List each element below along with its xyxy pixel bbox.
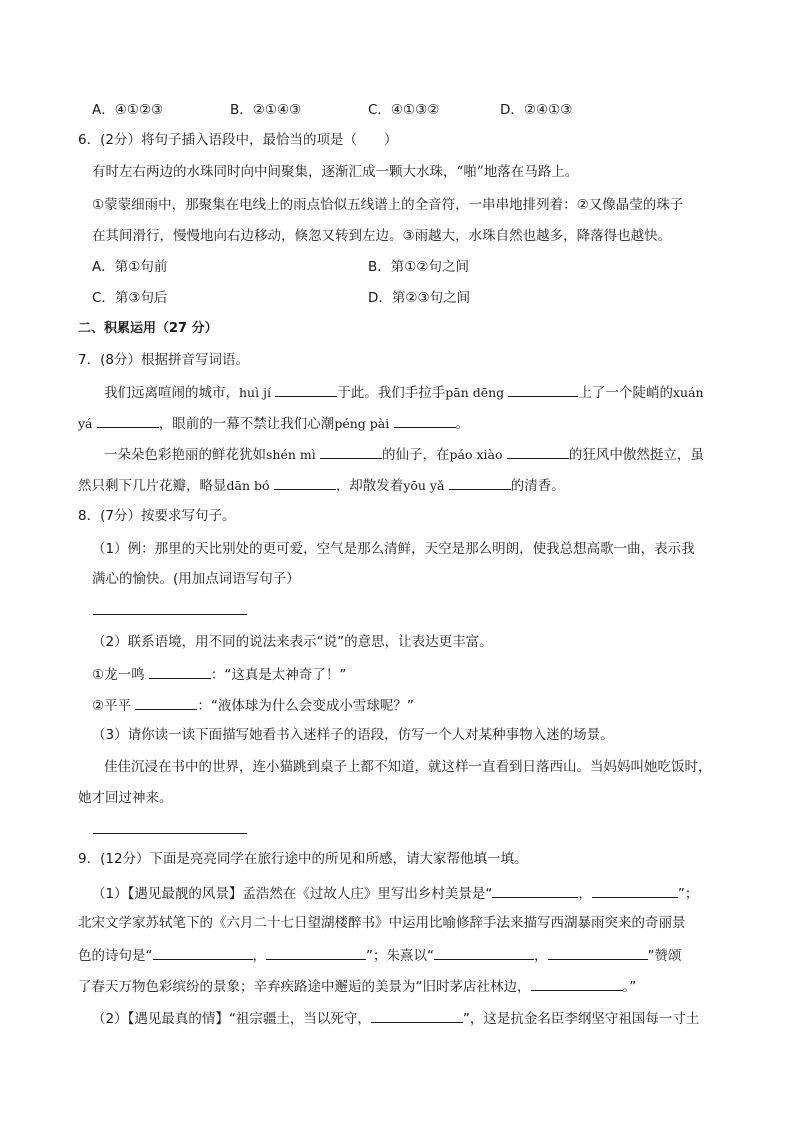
q6-option-c: C．第③句后: [92, 290, 168, 306]
q6-option-d: D．第②③句之间: [368, 290, 471, 306]
q7-line1: 我们远离喧闹的城市，huì jí 于此。我们手拉手pān dēng 上了一个陡峭的xuán: [104, 382, 704, 402]
section-title: 二、积累运用（27 分）: [78, 321, 218, 336]
q7-line2: yá ，眼前的一幕不禁让我们心潮péng pài 。: [78, 413, 469, 433]
q8-part1-line2: 满心的愉快。(用加点词语写句子）: [92, 571, 300, 587]
q7-stem: 7．(8分）根据拼音写词语。: [78, 352, 249, 368]
q5-option-b: B．②①④③: [230, 102, 302, 118]
q8-part3-line2: 她才回过神来。: [78, 790, 173, 806]
q8-part3: （3）请你读一读下面描写她看书入迷样子的语段，仿写一个人对某种事物入迷的场景。: [92, 727, 614, 743]
q9-part1-line1: （1）【遇见最靓的风景】孟浩然在《过故人庄》里写出乡村美景是“ ， ”；: [92, 883, 698, 903]
q6-passage-line1: ①蒙蒙细雨中，那聚集在电线上的雨点恰似五线谱上的全音符，一串串地排列着：②又像晶莹的珠子: [92, 197, 684, 213]
q7-line4: 然只剩下几片花瓣，略显dān bó ，却散发着yōu yǎ 的清香。: [78, 475, 565, 495]
q6-option-a: A．第①句前: [92, 259, 168, 275]
q6-sentence: 有时左右两边的水珠同时向中间聚集，逐渐汇成一颗大水珠，“啪”地落在马路上。: [92, 164, 579, 180]
q8-part3-answer-line: [93, 833, 247, 834]
q5-option-c: C．④①③②: [368, 102, 440, 118]
q8-part1-answer-line: [93, 614, 247, 615]
q8-part3-line1: 佳佳沉浸在书中的世界，连小猫跳到桌子上都不知道，就这样一直看到日落西山。当妈妈叫她吃饭时，: [104, 759, 712, 775]
q9-part2-line1: （2）【遇见最真的情】“祖宗疆土，当以死守， ”，这是抗金名臣李纲坚守祖国每一寸土: [92, 1008, 699, 1028]
q5-option-d: D．②④①③: [500, 102, 573, 118]
q8-part1-line1: （1）例：那里的天比别处的更可爱，空气是那么清鲜，天空是那么明朗，使我总想高歌一曲，表示我: [92, 541, 695, 557]
q9-part1-line2: 北宋文学家苏轼笔下的《六月二十七日望湖楼醉书》中运用比喻修辞手法来描写西湖暴雨突来的奇丽景: [78, 915, 686, 931]
q7-line3: 一朵朵色彩艳丽的鲜花犹如shén mì 的仙子，在páo xiào 的狂风中傲然挺立，虽: [104, 444, 704, 464]
q6-stem: 6．(2分）将句子插入语段中，最恰当的项是（ ）: [78, 132, 398, 148]
q8-stem: 8．(7分）按要求写句子。: [78, 508, 236, 524]
q8-part2: （2）联系语境，用不同的说法来表示“说”的意思，让表达更丰富。: [92, 634, 493, 650]
q5-option-a: A．④①②③: [92, 102, 164, 118]
q9-part1-line4: 了春天万物色彩缤纷的景象；辛弃疾路途中邂逅的美景为“旧时茅店社林边， 。”: [78, 976, 636, 996]
q9-part1-line3: 色的诗句是“ ， ”；朱熹以“ ， ”赞颂: [78, 945, 682, 965]
q9-stem: 9．(12分）下面是亮亮同学在旅行途中的所见和所感，请大家帮他填一填。: [78, 851, 528, 867]
q6-option-b: B．第①②句之间: [368, 259, 469, 275]
q8-part2-a: ①龙一鸣 ：“这真是太神奇了！”: [92, 664, 346, 684]
q8-part2-b: ②平平 ：“液体球为什么会变成小雪球呢？”: [92, 695, 414, 715]
q6-passage-line2: 在其间滑行，慢慢地向右边移动，倏忽又转到左边。③雨越大，水珠自然也越多，降落得也越快。: [92, 228, 672, 244]
